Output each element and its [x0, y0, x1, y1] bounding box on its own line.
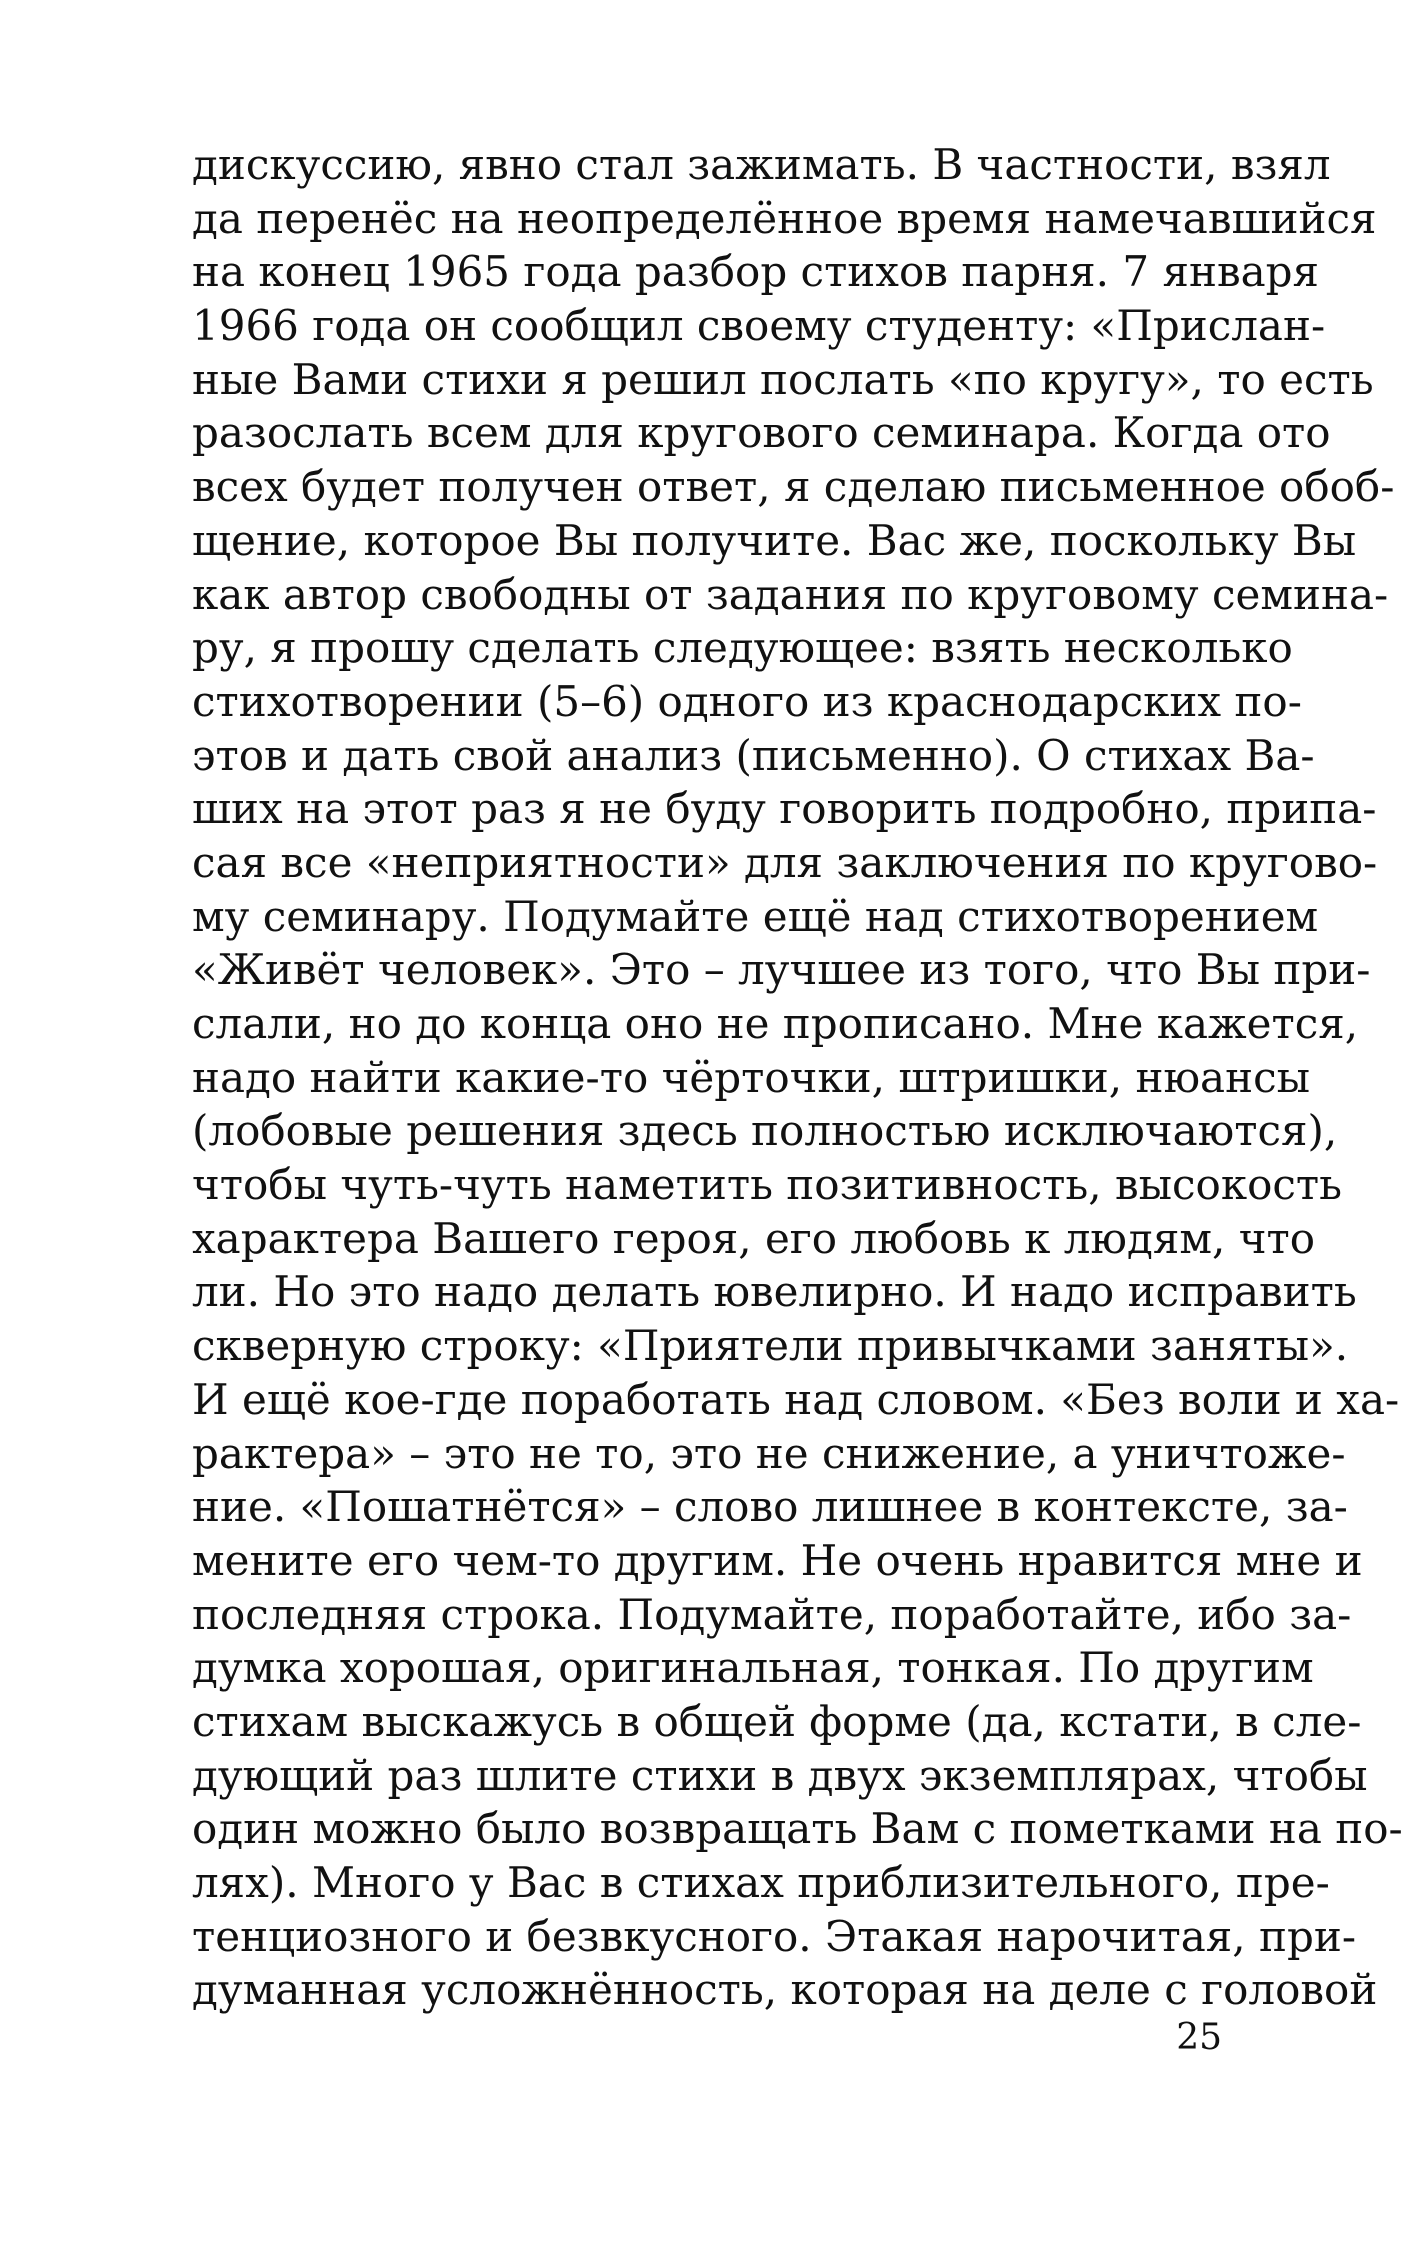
- text-line: «Живёт человек». Это – лучшее из того, что Вы при-: [192, 945, 1371, 995]
- page-number: 25: [1176, 2017, 1222, 2058]
- text-line: ших на этот раз я не буду говорить подробно, припа-: [192, 784, 1377, 834]
- text-line: И ещё кое-где поработать над словом. «Без воли и ха-: [192, 1374, 1400, 1424]
- text-line: сая все «неприятности» для заключения по кругово-: [192, 837, 1378, 887]
- text-line: да перенёс на неопределённое время намечавшийся: [192, 193, 1377, 243]
- text-line: разослать всем для кругового семинара. Когда ото: [192, 408, 1331, 458]
- text-line: думанная усложнённость, которая на деле с головой: [192, 1965, 1378, 2015]
- text-line: му семинару. Подумайте ещё над стихотворением: [192, 891, 1319, 941]
- text-line: (лобовые решения здесь полностью исключаются),: [192, 1106, 1338, 1156]
- text-line: один можно было возвращать Вам с пометками на по-: [192, 1804, 1403, 1854]
- text-line: на конец 1965 года разбор стихов парня. 7 января: [192, 247, 1320, 297]
- text-line: слали, но до конца оно не прописано. Мне кажется,: [192, 999, 1359, 1048]
- text-line: стихотворении (5–6) одного из краснодарских по-: [192, 676, 1302, 726]
- text-line: этов и дать свой анализ (письменно). О стихах Ва-: [192, 730, 1315, 780]
- text-line: последняя строка. Подумайте, поработайте, ибо за-: [192, 1589, 1352, 1639]
- text-line: щение, которое Вы получите. Вас же, поскольку Вы: [192, 515, 1357, 565]
- text-line: надо найти какие-то чёрточки, штришки, нюансы: [192, 1052, 1311, 1102]
- text-line: лях). Много у Вас в стихах приблизительного, пре-: [192, 1858, 1330, 1907]
- text-line: рактера» – это не то, это не снижение, а уничтоже-: [192, 1428, 1346, 1478]
- text-line: 1966 года он сообщил своему студенту: «Прислан-: [192, 301, 1326, 351]
- body-text: [192, 138, 1403, 2017]
- text-line: чтобы чуть-чуть наметить позитивность, высокость: [192, 1160, 1342, 1210]
- text-line: дующий раз шлите стихи в двух экземплярах, чтобы: [192, 1750, 1368, 1800]
- text-line: ли. Но это надо делать ювелирно. И надо исправить: [192, 1267, 1357, 1317]
- text-line: дискуссию, явно стал зажимать. В частности, взял: [192, 140, 1331, 189]
- text-line: тенциозного и безвкусного. Этакая нарочитая, при-: [192, 1911, 1357, 1961]
- text-line: всех будет получен ответ, я сделаю письменное обоб-: [192, 462, 1395, 512]
- text-line: ные Вами стихи я решил послать «по кругу», то есть: [192, 354, 1374, 404]
- text-line: думка хорошая, оригинальная, тонкая. По другим: [192, 1643, 1314, 1693]
- text-line: мените его чем-то другим. Не очень нравится мне и: [192, 1535, 1363, 1585]
- text-line: ру, я прошу сделать следующее: взять несколько: [192, 623, 1293, 673]
- text-line: скверную строку: «Приятели привычками заняты».: [192, 1321, 1349, 1371]
- text-line: стихам выскажусь в общей форме (да, кстати, в сле-: [192, 1696, 1362, 1746]
- text-line: как автор свободны от задания по круговому семина-: [192, 569, 1389, 619]
- text-line: характера Вашего героя, его любовь к людям, что: [192, 1213, 1315, 1263]
- text-line: ние. «Пошатнётся» – слово лишнее в контексте, за-: [192, 1482, 1348, 1532]
